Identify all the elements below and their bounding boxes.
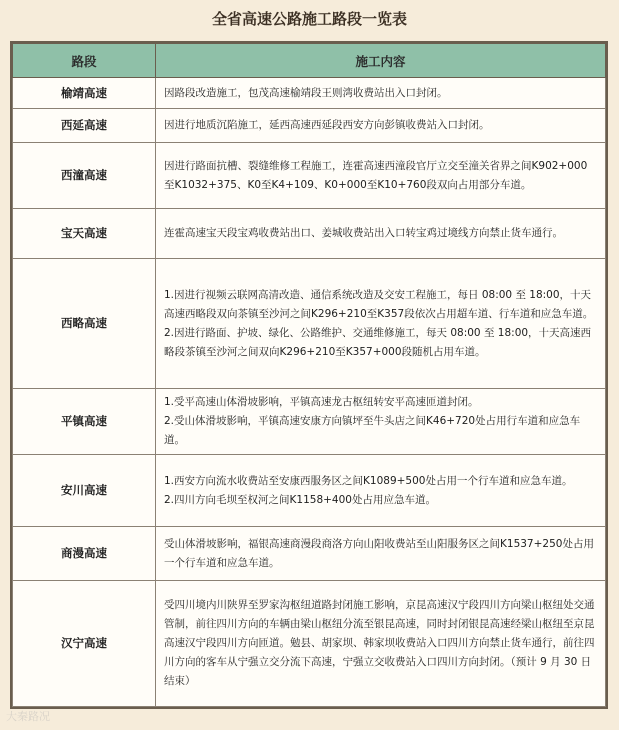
table-row — [13, 581, 606, 707]
construction-content: 因进行地质沉陷施工，延西高速西延段西安方向彭镇收费站入口封闭。 — [156, 109, 606, 143]
page-title: 全省高速公路施工路段一览表 — [211, 10, 407, 28]
header-road: 路段 — [13, 44, 156, 78]
road-name: 宝天高速 — [13, 209, 156, 259]
road-name: 西延高速 — [13, 109, 156, 143]
table-row — [13, 455, 606, 527]
table-header-row — [13, 44, 606, 78]
watermark: 大秦路况 — [6, 710, 50, 723]
construction-content: 1.因进行视频云联网高清改造、通信系统改造及交安工程施工，每日 08:00 至 18:00，十天高速西略段双向茶镇至沙河之间K296+210至K357段依次占用超车道、行车道和应急车道。 2.因进行路面、护坡、绿化、公路维护、交通维修施工，每天 08:00 至 18:00，十天高速西略段茶镇至沙河之间双向K296+210至K357+000段随机占用车道。 — [156, 259, 606, 389]
header-content: 施工内容 — [156, 44, 606, 78]
table-row — [13, 527, 606, 581]
construction-content: 受山体滑坡影响，福银高速商漫段商洛方向山阳收费站至山阳服务区之间K1537+250处占用一个行车道和应急车道。 — [156, 527, 606, 581]
construction-content: 因路段改造施工，包茂高速榆靖段王则湾收费站出入口封闭。 — [156, 78, 606, 109]
table-row — [13, 143, 606, 209]
road-name: 西略高速 — [13, 259, 156, 389]
construction-content: 因进行路面抗槽、裂缝维修工程施工，连霍高速西潼段官厅立交至潼关省界之间K902+000至K1032+375、K0至K4+109、K0+000至K10+760段双向占用部分车道。 — [156, 143, 606, 209]
road-name: 榆靖高速 — [13, 78, 156, 109]
road-name: 平镇高速 — [13, 389, 156, 455]
table-row — [13, 209, 606, 259]
construction-content: 连霍高速宝天段宝鸡收费站出口、姜城收费站出入口转宝鸡过境线方向禁止货车通行。 — [156, 209, 606, 259]
table-row — [13, 109, 606, 143]
road-name: 商漫高速 — [13, 527, 156, 581]
road-name: 西潼高速 — [13, 143, 156, 209]
road-name: 安川高速 — [13, 455, 156, 527]
table-row — [13, 389, 606, 455]
construction-content: 受四川境内川陕界至罗家沟枢纽道路封闭施工影响，京昆高速汉宁段四川方向梁山枢纽处交通管制，前往四川方向的车辆由梁山枢纽分流至银昆高速，同时封闭银昆高速经梁山枢纽至京昆高速汉宁段四川方向匝道。勉县、胡家坝、韩家坝收费站入口四川方向禁止货车通行，前往四川方向的客车从宁强立交分流下高速，宁强立交收费站入口四川方向封闭。（预计 9 月 30 日结束） — [156, 581, 606, 707]
construction-table — [10, 41, 608, 709]
table-row — [13, 78, 606, 109]
construction-content: 1.受平高速山体滑坡影响，平镇高速龙古枢纽转安平高速匝道封闭。 2.受山体滑坡影响，平镇高速安康方向镇坪至牛头店之间K46+720处占用行车道和应急车道。 — [156, 389, 606, 455]
construction-content: 1.西安方向流水收费站至安康西服务区之间K1089+500处占用一个行车道和应急车道。 2.四川方向毛坝至权河之间K1158+400处占用应急车道。 — [156, 455, 606, 527]
table-row — [13, 259, 606, 389]
road-name: 汉宁高速 — [13, 581, 156, 707]
